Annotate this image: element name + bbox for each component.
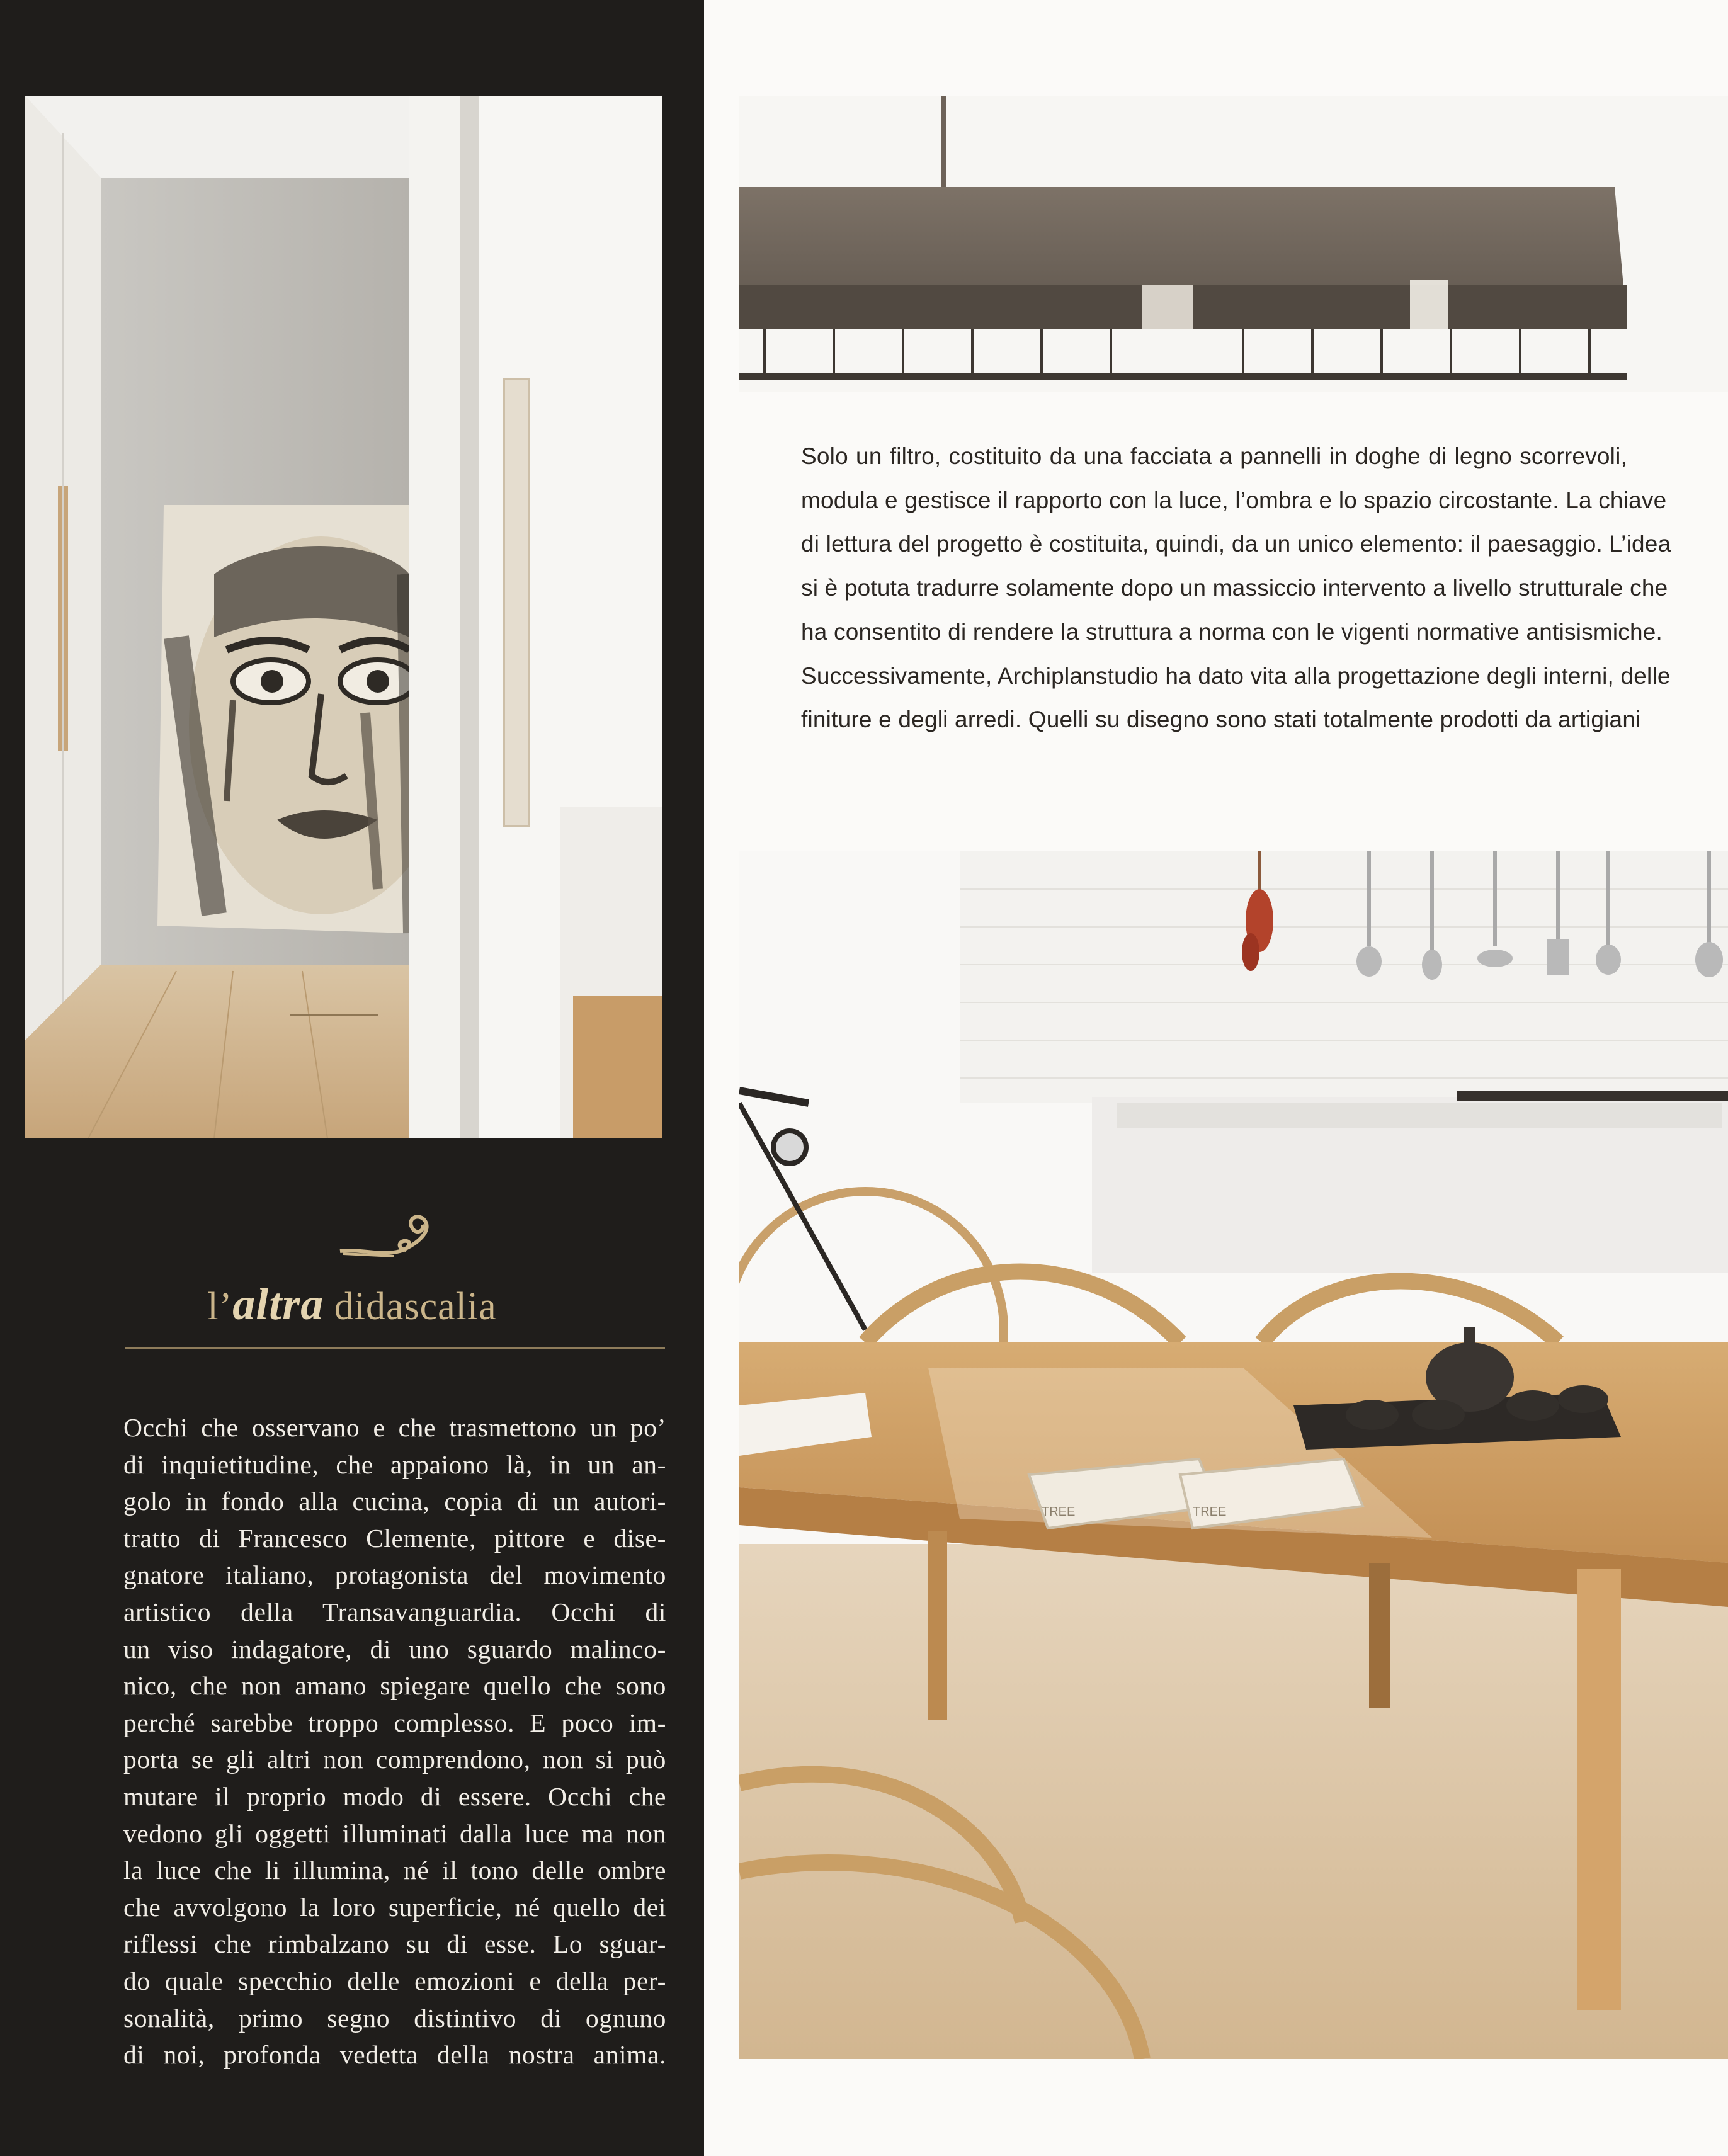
decorative-flourish-icon: [337, 1212, 450, 1266]
caption-line: un viso indagatore, di uno sguardo malinco-: [123, 1634, 666, 1664]
caption-line: che avvolgono la loro superficie, né quello dei: [123, 1892, 666, 1922]
caption-line: mutare il proprio modo di essere. Occhi che: [123, 1781, 666, 1811]
pendant-lamp-photo: [739, 96, 1728, 392]
caption-line: di noi, profonda vedetta della nostra anima.: [123, 2040, 666, 2070]
book-label: TREE: [1193, 1505, 1227, 1519]
body-line: Solo un filtro, costituito da una facciata a pannelli in doghe di legno scorrevoli,: [801, 443, 1627, 469]
caption-line: nico, che non amano spiegare quello che sono: [123, 1671, 666, 1701]
body-line: ha consentito di rendere la struttura a norma con le vigenti normative antisismiche.: [801, 618, 1663, 645]
self-portrait-painting: [157, 505, 453, 933]
caption-heading: [0, 1278, 704, 1330]
body-line: si è potuta tradurre solamente dopo un massiccio intervento a livello strutturale che: [801, 575, 1668, 601]
caption-line: vedono gli oggetti illuminati dalla luce ma non: [123, 1818, 666, 1848]
hallway-painting-photo: [25, 96, 662, 1138]
body-line: finiture e degli arredi. Quelli su disegno sono stati totalmente prodotti da artigiani: [801, 706, 1641, 733]
caption-line: sonalità, primo segno distintivo di ognuno: [123, 2003, 666, 2033]
caption-line: perché sarebbe troppo complesso. E poco im-: [123, 1708, 666, 1737]
caption-text: [123, 1409, 666, 2074]
sidebar-panel: [0, 0, 704, 2156]
caption-heading-emphasis: altra: [232, 1279, 324, 1329]
caption-line: tratto di Francesco Clemente, pittore e dise-: [123, 1523, 666, 1553]
caption-line: do quale specchio delle emozioni e della per-: [123, 1966, 666, 1995]
book-label: TREE: [1042, 1505, 1076, 1519]
kitchen-table-photo: [739, 851, 1728, 2059]
caption-line: riflessi che rimbalzano su di esse. Lo sguar-: [123, 1929, 666, 1959]
body-line: modula e gestisce il rapporto con la luce, l’ombra e lo spazio circostante. La chiave: [801, 487, 1667, 513]
caption-line: gnatore italiano, protagonista del movimento: [123, 1560, 666, 1590]
article-body: [801, 434, 1671, 742]
caption-line: porta se gli altri non comprendono, non si può: [123, 1745, 666, 1774]
body-line: Successivamente, Archiplanstudio ha dato vita alla progettazione degli interni, delle: [801, 662, 1671, 689]
caption-line: golo in fondo alla cucina, copia di un autori-: [123, 1487, 666, 1516]
caption-divider: [125, 1347, 665, 1349]
caption-line: di inquietitudine, che appaiono là, in un an-: [123, 1450, 666, 1479]
caption-heading-suffix: didascalia: [324, 1285, 497, 1328]
body-line: di lettura del progetto è costituita, quindi, da un unico elemento: il paesaggio. L’idea: [801, 531, 1671, 557]
caption-heading-prefix: l’: [207, 1285, 233, 1328]
caption-line: Occhi che osservano e che trasmettono un po’: [123, 1413, 666, 1442]
caption-line: la luce che li illumina, né il tono delle ombre: [123, 1856, 666, 1885]
caption-line: artistico della Transavanguardia. Occhi di: [123, 1597, 666, 1626]
